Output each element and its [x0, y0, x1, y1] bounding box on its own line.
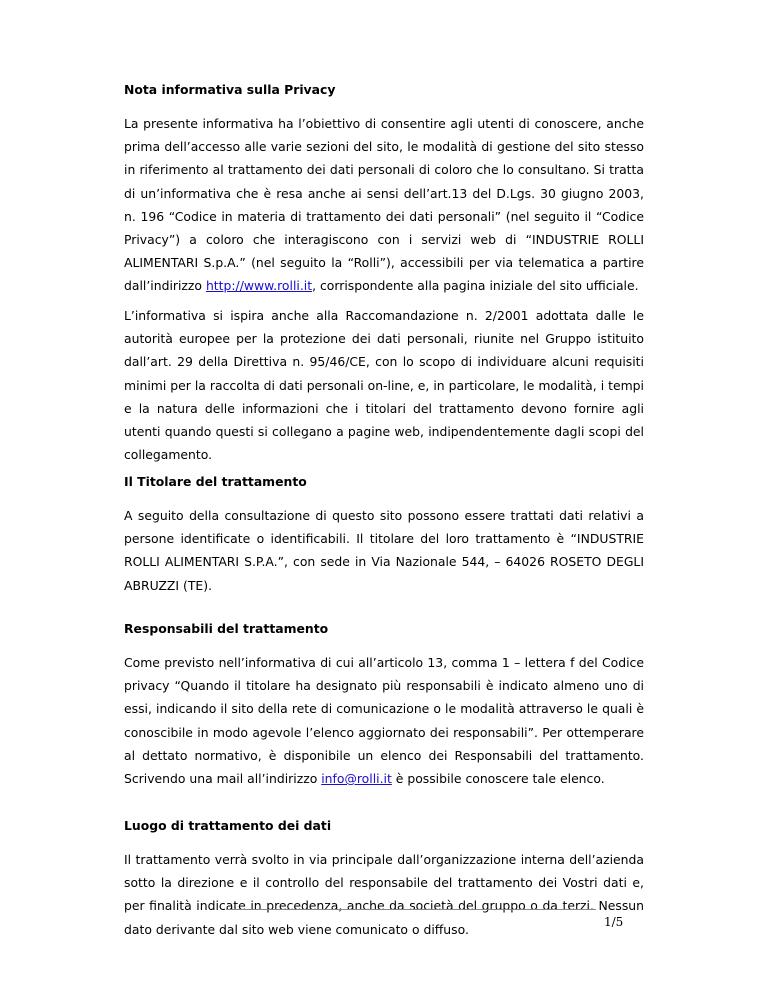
footer-divider	[226, 909, 596, 910]
luogo-paragraph: Il trattamento verrà svolto in via principale dall’organizzazione interna dell’azienda sotto la direzione e il controllo del responsabile del trattamento dei Vostri dati e, per finalità indicate in precedenza, anche da società del gruppo o da terzi. Nessun dato derivante dal sito web viene comunicato o diffuso.	[124, 852, 644, 937]
responsabili-paragraph	[124, 651, 644, 790]
responsabili-text: Come previsto nell’informativa di cui all’articolo 13, comma 1 – lettera f del Codice privacy “Quando il titolare ha designato più responsabili è indicato almeno uno di essi, indicando il sito della rete di comunicazione o le modalità attraverso le quali è conoscibile in modo agevole l’elenco aggiornato dei responsabili”. Per ottemperare al dettato normativo, è disponibile un elenco dei Responsabili del trattamento. Scrivendo una mail all’indirizzo	[124, 655, 644, 787]
page-number: 1/5	[604, 915, 624, 929]
rolli-website-link[interactable]: http://www.rolli.it	[205, 278, 313, 294]
intro-text-end: , corrispondente alla pagina iniziale del sito ufficiale.	[312, 278, 639, 294]
responsabili-text-end: è possibile conoscere tale elenco.	[391, 771, 605, 787]
email-link[interactable]: info@rolli.it	[321, 771, 392, 787]
titolare-paragraph: A seguito della consultazione di questo sito possono essere trattati dati relativi a persone identificate o identificabili. Il titolare del loro trattamento è “INDUSTRIE ROLLI ALIMENTARI S.P.A.”, con sede in Via Nazionale 544, – 64026 ROSETO DEGLI ABRUZZI (TE).	[124, 508, 644, 593]
intro-text: La presente informativa ha l’obiettivo di consentire agli utenti di conoscere, anche prima dell’accesso alle varie sezioni del sito, le modalità di gestione del sito stesso in riferimento al trattamento dei dati personali di coloro che lo consultano. Si tratta di un’informativa che è resa anche ai sensi dell’art.13 del D.Lgs. 30 giugno 2003, n. 196 “Codice in materia di trattamento dei dati personali” (nel seguito il “Codice Privacy”) a coloro che interagiscono con i servizi web di “INDUSTRIE ROLLI ALIMENTARI S.p.A.” (nel seguito la “Rolli”), accessibili per via telematica a partire dall’indirizzo	[124, 116, 644, 294]
responsabili-heading: Responsabili del trattamento	[124, 621, 329, 636]
intro-paragraph	[124, 112, 644, 298]
raccomandazione-paragraph: L’informativa si ispira anche alla Raccomandazione n. 2/2001 adottata dalle le autorità europee per la protezione dei dati personali, riunite nel Gruppo istituito dall’art. 29 della Direttiva n. 95/46/CE, con lo scopo di individuare alcuni requisiti minimi per la raccolta di dati personali on-line, e, in particolare, le modalità, i tempi e la natura delle informazioni che i titolari del trattamento devono fornire agli utenti quando questi si collegano a pagine web, indipendentemente dagli scopi del collegamento.	[124, 308, 644, 463]
titolare-heading: Il Titolare del trattamento	[124, 474, 307, 489]
luogo-heading: Luogo di trattamento dei dati	[124, 818, 332, 833]
privacy-heading: Nota informativa sulla Privacy	[124, 82, 336, 97]
